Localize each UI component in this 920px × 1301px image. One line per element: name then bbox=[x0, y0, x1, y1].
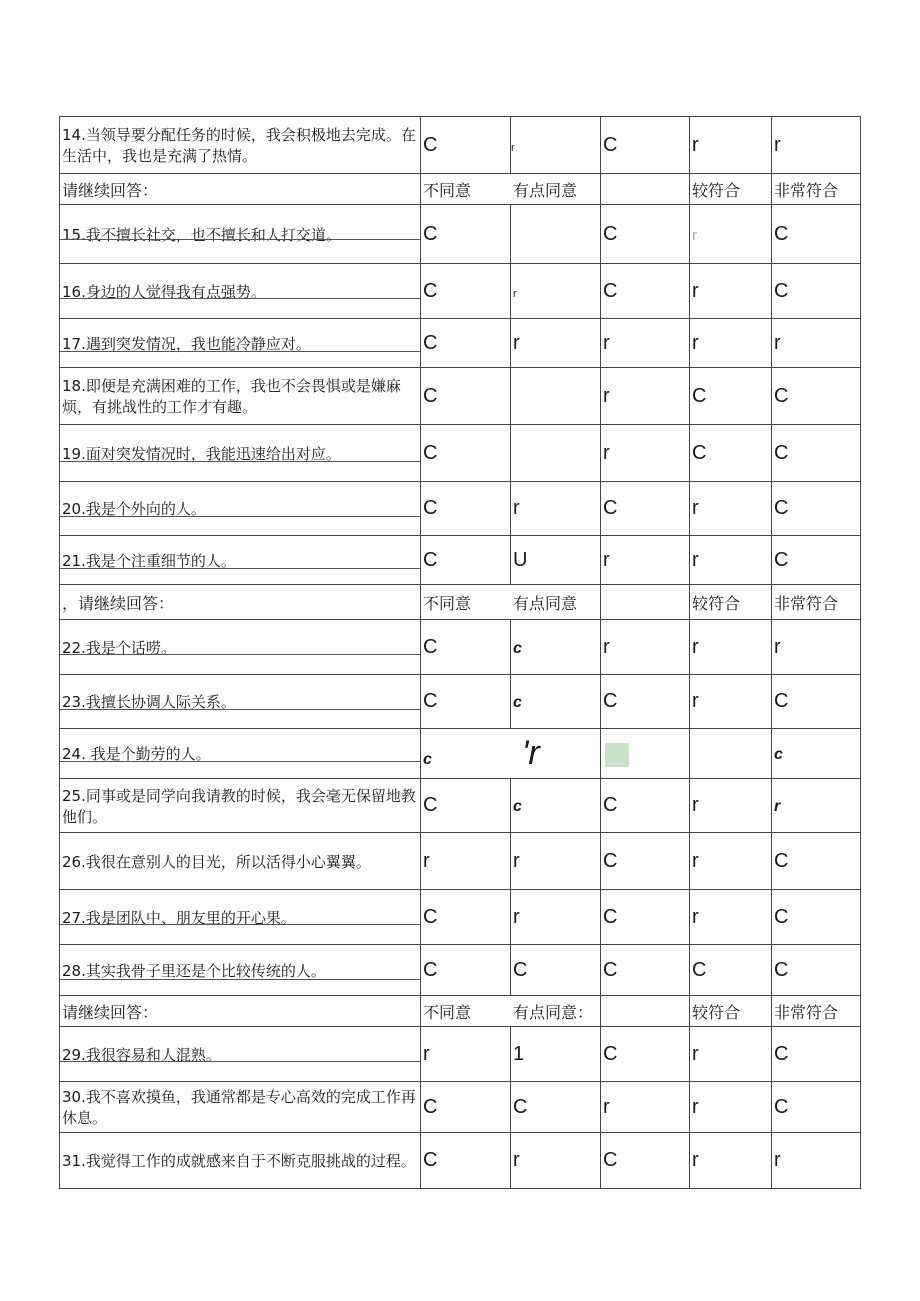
option-somewhat-agree[interactable] bbox=[511, 368, 601, 425]
scale-header-row bbox=[60, 585, 861, 620]
option-disagree[interactable]: C bbox=[421, 620, 511, 675]
option-somewhat-agree[interactable]: C bbox=[511, 945, 601, 996]
option-somewhat-agree[interactable]: C bbox=[511, 1082, 601, 1133]
option-very-agree[interactable]: C bbox=[772, 675, 861, 729]
option-disagree[interactable]: C bbox=[421, 368, 511, 425]
continue-prompt: ，请继续回答： bbox=[60, 585, 421, 620]
scale-label-disagree: 不同意 bbox=[423, 593, 472, 613]
question-row-21 bbox=[60, 536, 861, 585]
question-row-19 bbox=[60, 425, 861, 482]
option-very-agree[interactable]: r bbox=[772, 620, 861, 675]
option-somewhat-agree[interactable]: r bbox=[511, 890, 601, 945]
option-disagree[interactable]: C bbox=[421, 117, 511, 174]
option-disagree[interactable]: C bbox=[421, 205, 511, 264]
question-text: 22.我是个话唠。 bbox=[60, 620, 421, 675]
option-somewhat-agree[interactable]: 1 bbox=[511, 1027, 601, 1082]
question-row-14 bbox=[60, 117, 861, 174]
scale-label-neutral bbox=[601, 174, 690, 205]
scale-header-row bbox=[60, 174, 861, 205]
question-row-22 bbox=[60, 620, 861, 675]
scale-label-neutral bbox=[601, 996, 690, 1027]
option-neutral[interactable]: C bbox=[601, 1133, 690, 1189]
option-very-agree[interactable]: r bbox=[772, 1133, 861, 1189]
option-disagree[interactable]: C bbox=[421, 425, 511, 482]
question-text: 29.我很容易和人混熟。 bbox=[60, 1027, 421, 1082]
option-somewhat-agree[interactable]: c bbox=[511, 620, 601, 675]
scale-label-somewhat: 有点同意 bbox=[513, 593, 578, 613]
option-disagree[interactable]: C bbox=[421, 264, 511, 319]
option-very-agree[interactable]: C bbox=[772, 205, 861, 264]
scale-label-very: 非常符合 bbox=[772, 996, 861, 1027]
highlight-square bbox=[605, 743, 629, 767]
option-fairly-agree[interactable]: r bbox=[690, 482, 772, 536]
scale-label-disagree: 不同意 bbox=[423, 180, 472, 200]
option-neutral[interactable]: C bbox=[601, 264, 690, 319]
option-disagree[interactable]: C bbox=[421, 1133, 511, 1189]
option-fairly-agree[interactable]: C bbox=[690, 425, 772, 482]
option-neutral[interactable]: C bbox=[601, 890, 690, 945]
option-fairly-agree[interactable]: r bbox=[690, 117, 772, 174]
option-fairly-agree[interactable]: r bbox=[690, 779, 772, 833]
scale-label-very: 非常符合 bbox=[772, 174, 861, 205]
question-row-24 bbox=[60, 729, 861, 779]
option-neutral[interactable]: C bbox=[601, 205, 690, 264]
option-very-agree[interactable]: r bbox=[772, 117, 861, 174]
question-row-16 bbox=[60, 264, 861, 319]
option-fairly-agree[interactable]: r bbox=[690, 620, 772, 675]
question-text: 27.我是团队中、朋友里的开心果。 bbox=[60, 890, 421, 945]
option-neutral[interactable]: C bbox=[601, 833, 690, 890]
scale-label-fairly: 较符合 bbox=[690, 174, 772, 205]
option-neutral[interactable]: C bbox=[601, 482, 690, 536]
question-text: 20.我是个外向的人。 bbox=[60, 482, 421, 536]
scale-header-row bbox=[60, 996, 861, 1027]
question-text: 25.同事或是同学向我请教的时候，我会毫无保留地教他们。 bbox=[60, 779, 421, 833]
option-somewhat-agree[interactable]: r bbox=[511, 1133, 601, 1189]
option-neutral[interactable]: C bbox=[601, 1027, 690, 1082]
option-somewhat-agree[interactable] bbox=[511, 205, 601, 264]
question-row-29 bbox=[60, 1027, 861, 1082]
option-very-agree[interactable]: C bbox=[772, 890, 861, 945]
question-row-18 bbox=[60, 368, 861, 425]
option-very-agree[interactable]: C bbox=[772, 536, 861, 585]
scale-label-somewhat: 有点同意： bbox=[513, 1002, 594, 1022]
continue-prompt: 请继续回答： bbox=[60, 996, 421, 1027]
option-very-agree[interactable]: C bbox=[772, 945, 861, 996]
question-text: 23.我擅长协调人际关系。 bbox=[60, 675, 421, 729]
option-fairly-agree[interactable] bbox=[690, 729, 772, 779]
option-somewhat-agree[interactable]: r bbox=[511, 482, 601, 536]
option-neutral[interactable] bbox=[601, 729, 690, 779]
option-neutral[interactable]: C bbox=[601, 945, 690, 996]
option-neutral[interactable]: r bbox=[601, 368, 690, 425]
question-row-20 bbox=[60, 482, 861, 536]
scale-label-group bbox=[421, 585, 601, 620]
option-fairly-agree[interactable]: r bbox=[690, 833, 772, 890]
question-row-26 bbox=[60, 833, 861, 890]
question-text: 24. 我是个勤劳的人。 bbox=[60, 729, 421, 779]
option-fairly-agree[interactable]: r bbox=[690, 1027, 772, 1082]
option-neutral[interactable]: C bbox=[601, 779, 690, 833]
scale-label-neutral bbox=[601, 585, 690, 620]
option-very-agree[interactable]: C bbox=[772, 425, 861, 482]
option-fairly-agree[interactable]: r bbox=[690, 319, 772, 368]
option-fairly-agree[interactable]: C bbox=[690, 368, 772, 425]
option-disagree[interactable]: C bbox=[421, 779, 511, 833]
option-somewhat-agree[interactable]: c bbox=[511, 675, 601, 729]
question-text: 28.其实我骨子里还是个比较传统的人。 bbox=[60, 945, 421, 996]
option-neutral[interactable]: r bbox=[601, 1082, 690, 1133]
option-very-agree[interactable]: C bbox=[772, 1027, 861, 1082]
option-somewhat-agree[interactable]: c bbox=[511, 779, 601, 833]
scale-label-disagree: 不同意 bbox=[423, 1002, 472, 1022]
option-disagree[interactable]: C bbox=[421, 536, 511, 585]
question-text: 15.我不擅长社交，也不擅长和人打交道。 bbox=[60, 205, 421, 264]
question-row-27 bbox=[60, 890, 861, 945]
option-fairly-agree[interactable]: r bbox=[690, 890, 772, 945]
scale-label-group bbox=[421, 996, 601, 1027]
scale-label-group bbox=[421, 174, 601, 205]
question-text: 31.我觉得工作的成就感来自于不断克服挑战的过程。 bbox=[60, 1133, 421, 1189]
scale-label-somewhat: 有点同意 bbox=[513, 180, 578, 200]
option-fairly-agree[interactable]: r bbox=[690, 1133, 772, 1189]
option-somewhat-agree[interactable]: 'r bbox=[521, 734, 540, 772]
option-very-agree[interactable]: C bbox=[772, 833, 861, 890]
continue-prompt: 请继续回答： bbox=[60, 174, 421, 205]
option-disagree[interactable]: r bbox=[421, 833, 511, 890]
question-text: 18.即便是充满困难的工作，我也不会畏惧或是嫌麻烦，有挑战性的工作才有趣。 bbox=[60, 368, 421, 425]
question-row-17 bbox=[60, 319, 861, 368]
option-somewhat-agree[interactable]: r bbox=[511, 833, 601, 890]
question-text: 14.当领导要分配任务的时候，我会积极地去完成。在生活中，我也是充满了热情。 bbox=[60, 117, 421, 174]
option-very-agree[interactable]: r bbox=[772, 779, 861, 833]
option-neutral[interactable]: r bbox=[601, 319, 690, 368]
question-row-30 bbox=[60, 1082, 861, 1133]
option-fairly-agree[interactable]: r bbox=[690, 1082, 772, 1133]
option-somewhat-agree[interactable]: r bbox=[511, 117, 601, 174]
question-row-31 bbox=[60, 1133, 861, 1189]
question-row-25 bbox=[60, 779, 861, 833]
option-somewhat-agree[interactable]: U bbox=[511, 536, 601, 585]
option-disagree[interactable]: C bbox=[421, 675, 511, 729]
option-disagree[interactable]: C bbox=[421, 319, 511, 368]
option-neutral[interactable]: C bbox=[601, 675, 690, 729]
scale-label-fairly: 较符合 bbox=[690, 585, 772, 620]
option-disagree[interactable]: C bbox=[421, 945, 511, 996]
scale-label-fairly: 较符合 bbox=[690, 996, 772, 1027]
question-row-28 bbox=[60, 945, 861, 996]
option-neutral[interactable]: C bbox=[601, 117, 690, 174]
option-very-agree[interactable]: C bbox=[772, 264, 861, 319]
option-fairly-agree[interactable]: r bbox=[690, 536, 772, 585]
option-somewhat-agree[interactable]: r bbox=[511, 319, 601, 368]
question-text: 17.遇到突发情况，我也能冷静应对。 bbox=[60, 319, 421, 368]
option-disagree[interactable]: C bbox=[421, 482, 511, 536]
option-disagree[interactable]: r bbox=[421, 1027, 511, 1082]
question-text: 26.我很在意别人的目光，所以活得小心翼翼。 bbox=[60, 833, 421, 890]
option-neutral[interactable]: r bbox=[601, 536, 690, 585]
option-very-agree[interactable]: C bbox=[772, 368, 861, 425]
option-neutral[interactable]: r bbox=[601, 425, 690, 482]
questionnaire-table bbox=[59, 116, 861, 1189]
option-very-agree[interactable]: C bbox=[772, 1082, 861, 1133]
question-text: 16.身边的人觉得我有点强势。 bbox=[60, 264, 421, 319]
question-text: 21.我是个注重细节的人。 bbox=[60, 536, 421, 585]
option-fairly-agree[interactable]: r bbox=[690, 205, 772, 264]
scale-label-very: 非常符合 bbox=[772, 585, 861, 620]
option-disagree[interactable]: c 'r bbox=[421, 729, 601, 779]
option-disagree[interactable]: C bbox=[421, 890, 511, 945]
question-row-23 bbox=[60, 675, 861, 729]
question-text: 19.面对突发情况时，我能迅速给出对应。 bbox=[60, 425, 421, 482]
question-text: 30.我不喜欢摸鱼，我通常都是专心高效的完成工作再休息。 bbox=[60, 1082, 421, 1133]
option-neutral[interactable]: r bbox=[601, 620, 690, 675]
option-somewhat-agree[interactable] bbox=[511, 425, 601, 482]
option-fairly-agree[interactable]: r bbox=[690, 675, 772, 729]
option-disagree[interactable]: C bbox=[421, 1082, 511, 1133]
option-very-agree[interactable]: c bbox=[772, 729, 861, 779]
option-very-agree[interactable]: C bbox=[772, 482, 861, 536]
option-very-agree[interactable]: r bbox=[772, 319, 861, 368]
question-row-15 bbox=[60, 205, 861, 264]
option-fairly-agree[interactable]: C bbox=[690, 945, 772, 996]
option-somewhat-agree[interactable]: r bbox=[511, 264, 601, 319]
option-fairly-agree[interactable]: r bbox=[690, 264, 772, 319]
